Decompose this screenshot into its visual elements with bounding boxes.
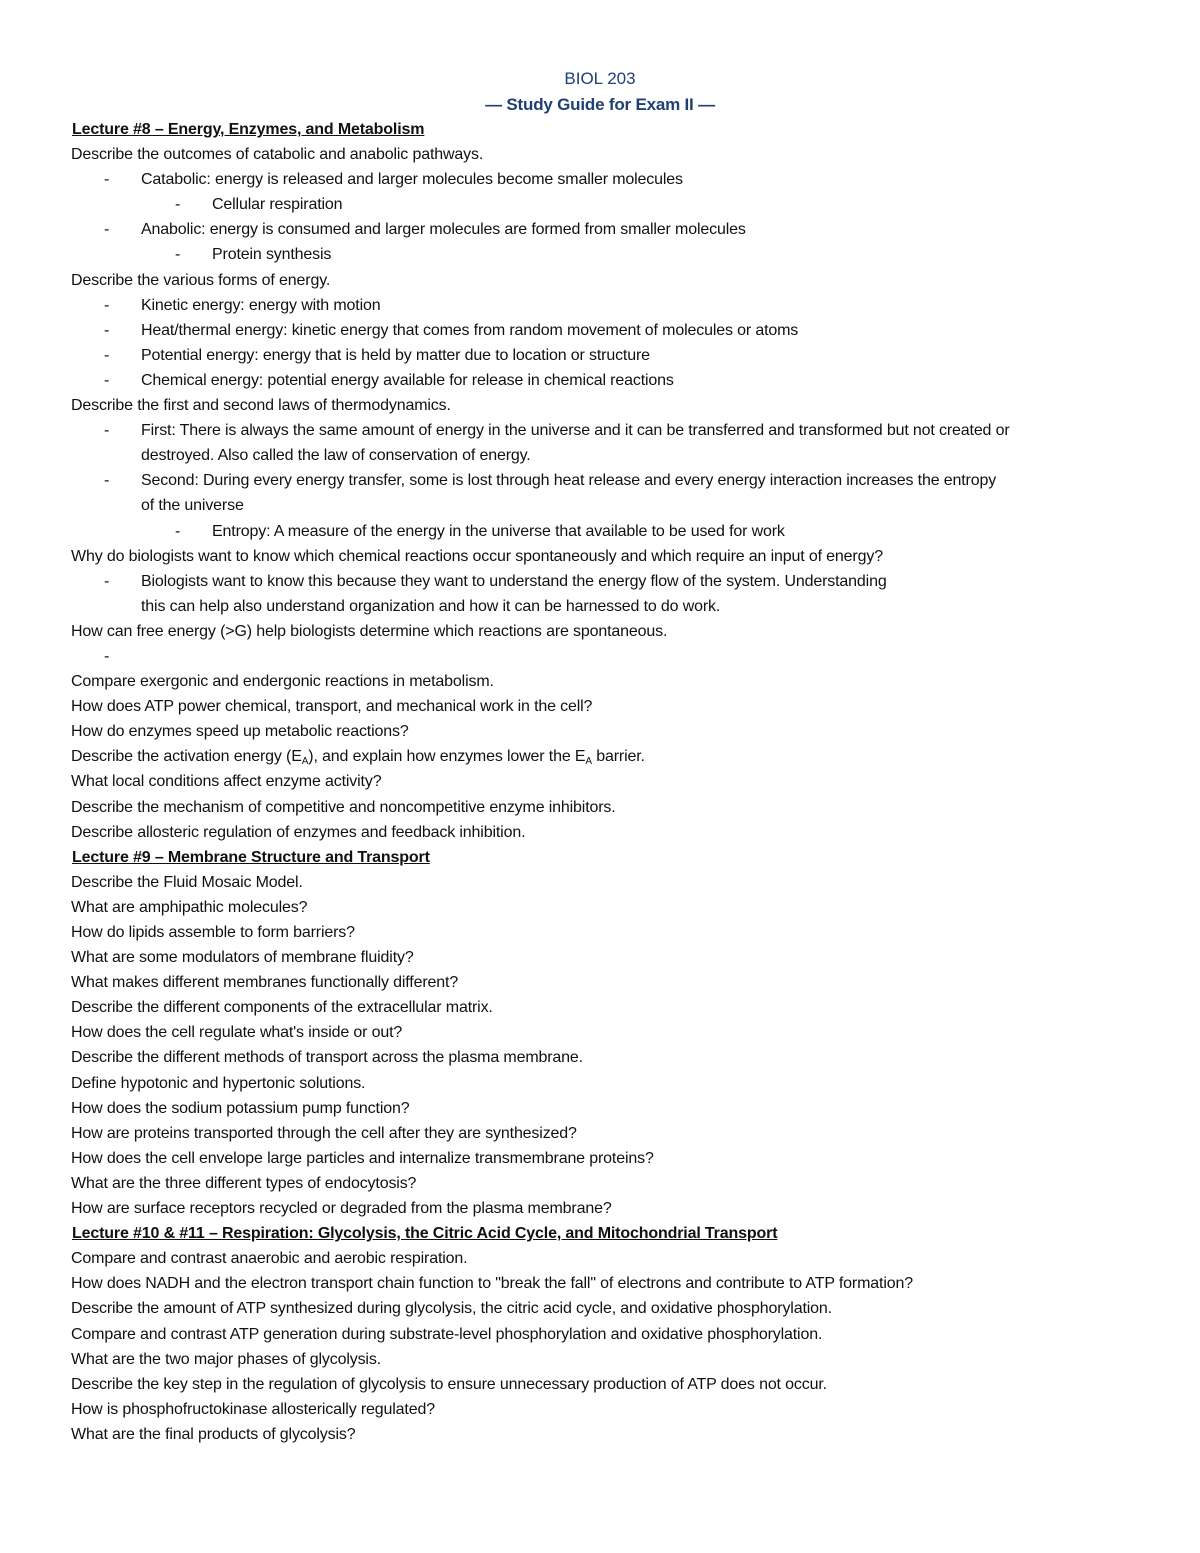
question: How are surface receptors recycled or degraded from the plasma membrane? [71, 1200, 612, 1218]
bullet-text: Chemical energy: potential energy available for release in chemical reactions [141, 371, 674, 389]
bullet-dash: - [175, 522, 181, 540]
bullet-text: Kinetic energy: energy with motion [141, 296, 381, 314]
bullet-continuation [0, 493, 1200, 518]
bullet-dash: - [104, 572, 110, 590]
question: How is phosphofructokinase allosterically regulated? [71, 1400, 435, 1418]
question-text: ), and explain how enzymes lower the E [308, 748, 586, 766]
question: How does NADH and the electron transport chain function to "break the fall" of electrons and contribute to ATP formation? [71, 1275, 913, 1293]
question: What are amphipathic molecules? [71, 898, 308, 916]
bullet-dash: - [104, 371, 110, 389]
question: What are the two major phases of glycolysis. [71, 1350, 381, 1368]
question: How do lipids assemble to form barriers? [71, 924, 355, 941]
section-heading-lecture-10-11: Lecture #10 & #11 – Respiration: Glycolysis, the Citric Acid Cycle, and Mitochondrial Transport [72, 1225, 778, 1243]
question-text: Describe the activation energy (E [71, 748, 302, 766]
question: Why do biologists want to know which chemical reactions occur spontaneously and which require an input of energy? [71, 547, 883, 565]
bullet-dash: - [104, 221, 110, 239]
question: What are the final products of glycolysis? [71, 1425, 356, 1443]
bullet-dash: - [104, 321, 110, 339]
bullet-text: Second: During every energy transfer, some is lost through heat release and every energy interaction increases the entropy [141, 472, 997, 490]
question: Describe the mechanism of competitive and noncompetitive enzyme inhibitors. [71, 798, 616, 816]
bullet-item [0, 167, 1200, 192]
bullet-item [0, 368, 1200, 393]
bullet-text: Catabolic: energy is released and larger molecules become smaller molecules [141, 171, 683, 189]
bullet-dash: - [104, 422, 110, 440]
subscript: A [585, 756, 592, 768]
question: What are some modulators of membrane fluidity? [71, 949, 414, 967]
bullet-text: Biologists want to know this because they want to understand the energy flow of the system. Understanding [141, 572, 887, 590]
bullet-continuation [0, 594, 1200, 619]
bullet-item [0, 418, 1200, 443]
subscript: A [301, 756, 309, 768]
bullet-text: Anabolic: energy is consumed and larger molecules are formed from smaller molecules [141, 221, 746, 239]
bullet-dash: - [104, 296, 110, 314]
bullet-item [0, 569, 1200, 594]
question: Describe the amount of ATP synthesized during glycolysis, the citric acid cycle, and oxidative phosphorylation. [71, 1300, 832, 1318]
bullet-item [0, 293, 1200, 318]
sub-bullet-item [0, 519, 1200, 544]
sub-bullet-item [0, 192, 1200, 217]
bullet-text: First: There is always the same amount of energy in the universe and it can be transferred and transformed but not created or [141, 422, 1010, 440]
bullet-dash: - [104, 647, 110, 665]
empty-bullet-item [0, 644, 1200, 669]
bullet-text: of the universe [141, 497, 244, 515]
bullet-dash: - [175, 246, 181, 264]
question: How does the sodium potassium pump function? [71, 1099, 410, 1117]
bullet-text: Heat/thermal energy: kinetic energy that comes from random movement of molecules or atoms [141, 321, 799, 339]
bullet-item [0, 318, 1200, 343]
question: Compare and contrast ATP generation during substrate-level phosphorylation and oxidative phosphorylation. [71, 1325, 823, 1343]
section-heading-lecture-9: Lecture #9 – Membrane Structure and Transport [72, 848, 430, 866]
question: Describe the Fluid Mosaic Model. [71, 873, 303, 891]
bullet-text: Potential energy: energy that is held by matter due to location or structure [141, 346, 650, 364]
question: Describe the first and second laws of thermodynamics. [71, 397, 451, 415]
question: Describe the outcomes of catabolic and anabolic pathways. [71, 146, 484, 164]
question: How can free energy (>G) help biologists determine which reactions are spontaneous. [71, 622, 668, 640]
document-subtitle: — Study Guide for Exam II — [485, 95, 715, 114]
question: Describe the different methods of transport across the plasma membrane. [71, 1049, 583, 1067]
study-guide-content [0, 117, 1200, 1447]
bullet-item [0, 217, 1200, 242]
bullet-dash: - [104, 472, 110, 490]
sub-bullet-item [0, 242, 1200, 267]
bullet-text: this can help also understand organization and how it can be harnessed to do work. [141, 597, 721, 615]
bullet-dash: - [104, 171, 110, 189]
course-title: BIOL 203 [564, 69, 636, 88]
question: How are proteins transported through the cell after they are synthesized? [71, 1124, 577, 1142]
bullet-item [0, 343, 1200, 368]
question-text: barrier. [591, 748, 645, 766]
question: Describe allosteric regulation of enzymes and feedback inhibition. [71, 823, 526, 841]
question [0, 744, 1200, 769]
question: Compare exergonic and endergonic reactions in metabolism. [71, 673, 494, 691]
question: What are the three different types of endocytosis? [71, 1174, 417, 1192]
document-header [0, 66, 1200, 118]
question: How do enzymes speed up metabolic reactions? [71, 723, 409, 741]
question: What makes different membranes functionally different? [71, 974, 459, 992]
question: Describe the different components of the extracellular matrix. [71, 999, 493, 1017]
question: How does the cell regulate what's inside or out? [71, 1024, 403, 1042]
question: Define hypotonic and hypertonic solutions. [71, 1074, 366, 1092]
question: Describe the key step in the regulation of glycolysis to ensure unnecessary production of ATP does not occur. [71, 1375, 827, 1393]
bullet-item [0, 468, 1200, 493]
question: How does ATP power chemical, transport, and mechanical work in the cell? [71, 698, 593, 716]
question: What local conditions affect enzyme activity? [71, 773, 382, 791]
section-heading-lecture-8: Lecture #8 – Energy, Enzymes, and Metabolism [72, 121, 425, 138]
bullet-dash: - [175, 196, 181, 214]
bullet-continuation [0, 443, 1200, 468]
question: How does the cell envelope large particles and internalize transmembrane proteins? [71, 1149, 654, 1167]
bullet-text: destroyed. Also called the law of conservation of energy. [141, 447, 531, 465]
bullet-dash: - [104, 346, 110, 364]
question: Compare and contrast anaerobic and aerobic respiration. [71, 1250, 468, 1268]
bullet-text: Entropy: A measure of the energy in the universe that available to be used for work [212, 522, 785, 540]
question: Describe the various forms of energy. [71, 271, 331, 289]
bullet-text: Cellular respiration [212, 196, 343, 214]
bullet-text: Protein synthesis [212, 246, 332, 264]
